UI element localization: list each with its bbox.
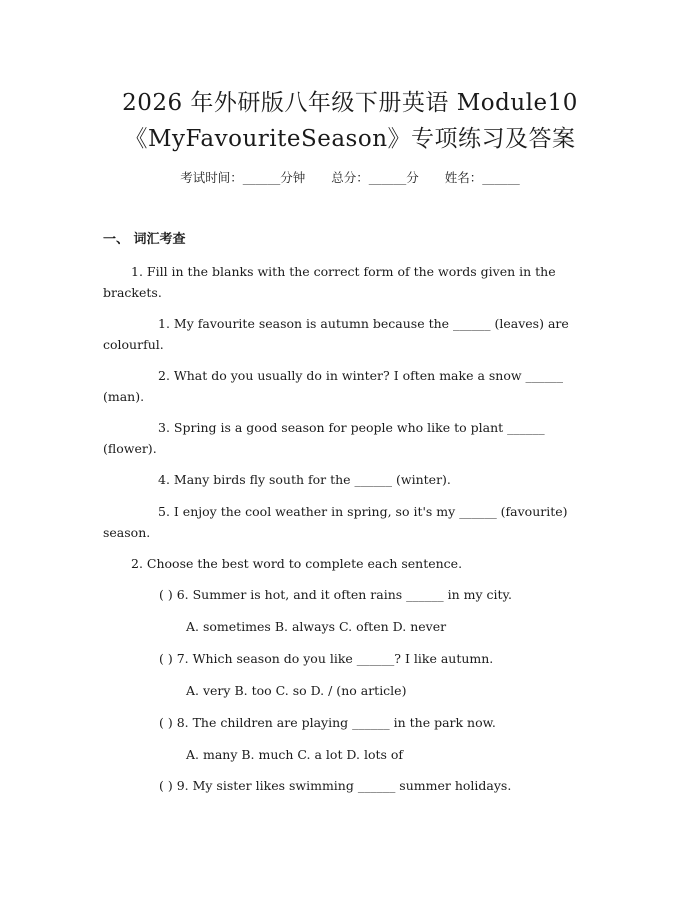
q2-item-6-options: A. sometimes B. always C. often D. never bbox=[186, 619, 447, 634]
q2-item-7-stem: ( ) 7. Which season do you like ______? I like autumn. bbox=[159, 651, 494, 666]
exam-meta bbox=[0, 168, 700, 186]
q1-item-3: 3. Spring is a good season for people who like to plant ______ (flower). bbox=[103, 420, 545, 456]
q2-item-8-stem: ( ) 8. The children are playing ______ in the park now. bbox=[159, 715, 496, 730]
q2-item-6-stem: ( ) 6. Summer is hot, and it often rains ______ in my city. bbox=[159, 587, 512, 602]
exam-name: 姓名：______ bbox=[444, 170, 520, 185]
q2-instruction: 2. Choose the best word to complete each sentence. bbox=[131, 556, 463, 571]
page-title-line1: 2026 年外研版八年级下册英语 Module10 bbox=[122, 90, 578, 116]
q2-item-8-options: A. many B. much C. a lot D. lots of bbox=[186, 747, 404, 762]
q2-item-7-options: A. very B. too C. so D. / (no article) bbox=[186, 683, 407, 698]
q1-instruction: 1. Fill in the blanks with the correct form of the words given in the brackets. bbox=[103, 264, 556, 300]
q1-item-4: 4. Many birds fly south for the ______ (winter). bbox=[158, 472, 451, 487]
q2-item-9-stem: ( ) 9. My sister likes swimming ______ summer holidays. bbox=[159, 778, 512, 793]
q1-item-1: 1. My favourite season is autumn because the ______ (leaves) are colourful. bbox=[103, 316, 569, 352]
section-heading: 一、 词汇考查 bbox=[103, 232, 186, 247]
q1-item-5: 5. I enjoy the cool weather in spring, so it's my ______ (favourite) season. bbox=[103, 504, 568, 540]
exam-time: 考试时间：______分钟 bbox=[180, 170, 306, 185]
q1-item-2: 2. What do you usually do in winter? I often make a snow ______ (man). bbox=[103, 368, 564, 404]
page-title-line2: 《MyFavouriteSeason》专项练习及答案 bbox=[124, 126, 576, 152]
exam-score: 总分：______分 bbox=[331, 170, 419, 185]
